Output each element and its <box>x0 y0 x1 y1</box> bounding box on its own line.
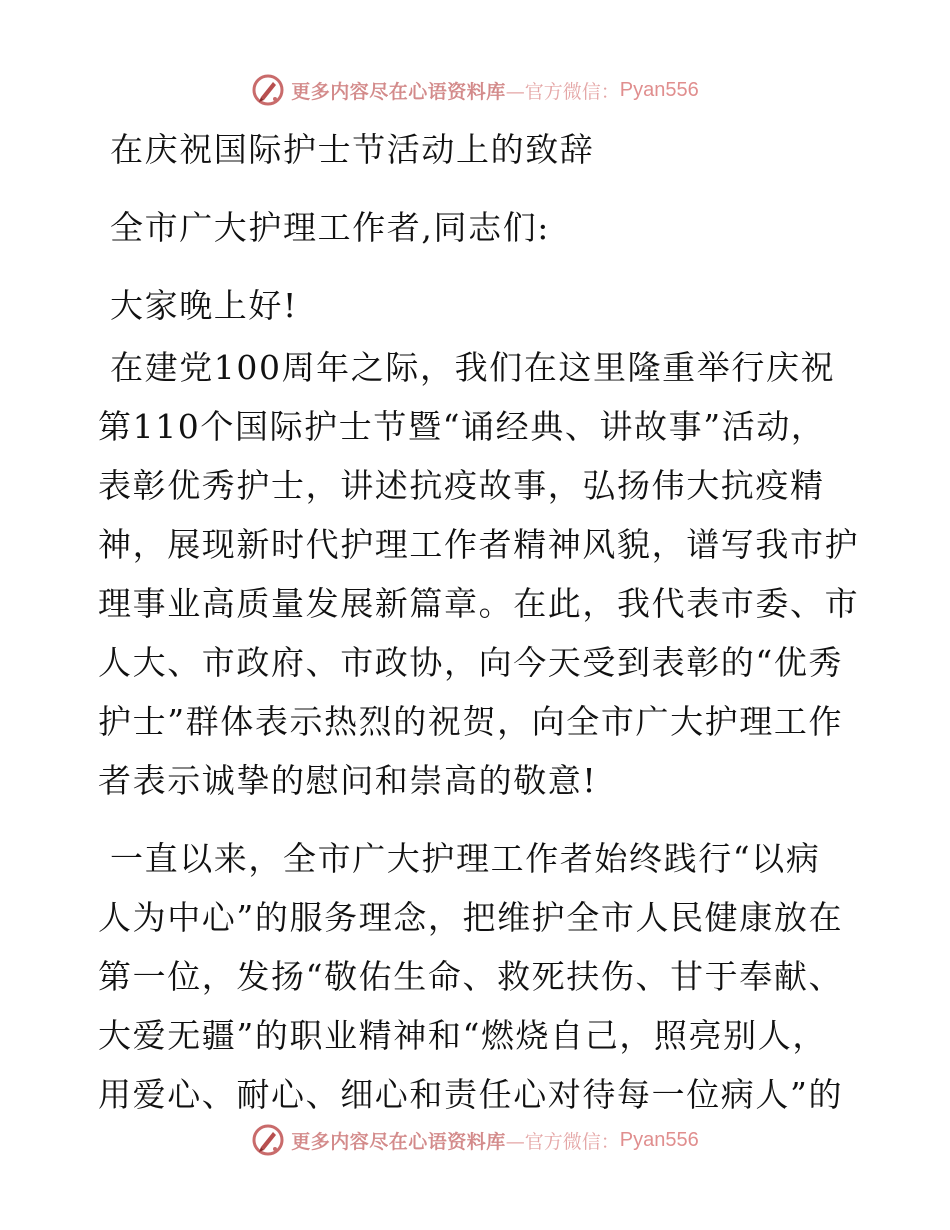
watermark-site-text: 更多内容尽在心语资料库 <box>291 80 506 103</box>
paragraph-line: 理事业高质量发展新篇章。在此，我代表市委、市 <box>98 584 860 623</box>
paragraph-line: 人为中心”的服务理念，把维护全市人民健康放在 <box>98 898 844 937</box>
paragraph-line: 护士”群体表示热烈的祝贺，向全市广大护理工作 <box>98 702 844 741</box>
paragraph-line: 用爱心、耐心、细心和责任心对待每一位病人”的 <box>98 1075 844 1114</box>
document-title: 在庆祝国际护士节活动上的致辞 <box>110 130 595 169</box>
paragraph-line: 第一位，发扬“敬佑生命、救死扶伤、甘于奉献、 <box>98 957 844 996</box>
paragraph-1 <box>98 348 858 801</box>
header-watermark <box>0 70 950 110</box>
watermark-wechat-label: —官方微信： <box>505 1130 620 1153</box>
paragraph-line: 者表示诚挚的慰问和崇高的敬意! <box>98 761 598 800</box>
footer-watermark <box>0 1120 950 1160</box>
paragraph-line: 表彰优秀护士，讲述抗疫故事，弘扬伟大抗疫精 <box>98 466 825 505</box>
greeting: 大家晚上好! <box>110 286 298 325</box>
watermark-wechat-id: Pyan556 <box>619 1128 699 1151</box>
paragraph-2 <box>98 839 858 1115</box>
salutation: 全市广大护理工作者,同志们: <box>110 208 551 247</box>
watermark-wechat-label: —官方微信： <box>505 80 620 103</box>
paragraph-line: 一直以来，全市广大护理工作者始终践行“以病 <box>110 839 821 878</box>
paragraph-line: 第110个国际护士节暨“诵经典、讲故事”活动， <box>98 407 826 446</box>
paragraph-line: 神，展现新时代护理工作者精神风貌，谱写我市护 <box>98 525 860 564</box>
document-body <box>98 118 858 1115</box>
paragraph-line: 大爱无疆”的职业精神和“燃烧自己，照亮别人， <box>98 1016 827 1055</box>
pen-circle-logo-icon <box>251 1123 285 1157</box>
paragraph-line: 在建党100周年之际，我们在这里隆重举行庆祝 <box>110 348 836 387</box>
paragraph-line: 人大、市政府、市政协，向今天受到表彰的“优秀 <box>98 643 844 682</box>
watermark-wechat-id: Pyan556 <box>619 78 699 101</box>
pen-circle-logo-icon <box>251 73 285 107</box>
watermark-site-text: 更多内容尽在心语资料库 <box>291 1130 506 1153</box>
